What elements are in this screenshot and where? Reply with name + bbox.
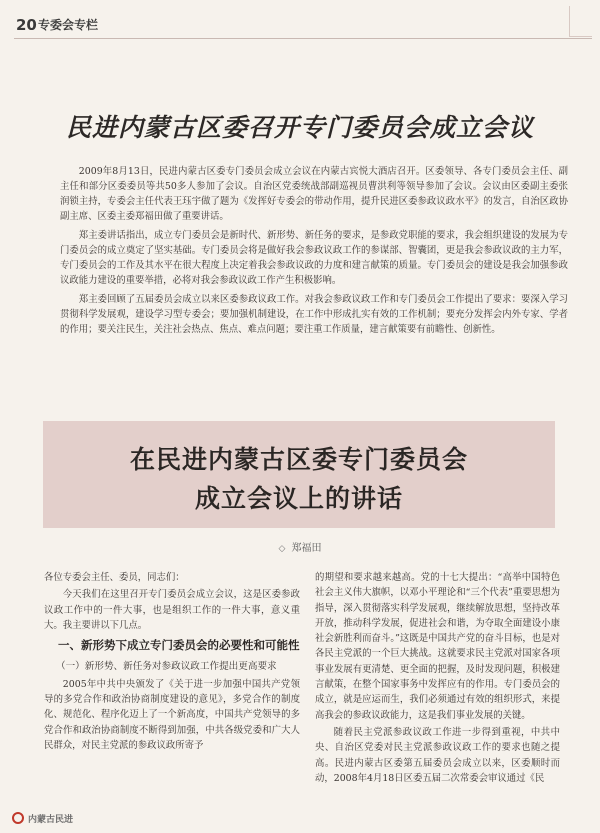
header-corner-mark: [569, 6, 592, 37]
speech-title-line-2: 成立会议上的讲话: [194, 484, 403, 513]
article-paragraph: 2009年8月13日，民进内蒙古区委专门委员会成立会议在内蒙古宾悦大酒店召开。区委领导、各专门委员会主任、副主任和部分区委委员等共50多人参加了会议。自治区党委统战部副巡视员曹洪利等领导参加了会议。会议由区委副主委张润锁主持，专委会主任代表王珏宇做了题为《发挥好专委会的带动作用，提升民进区委参政议政水平》的发言，自治区政协副主席、区委主委郑福田做了重要讲话。: [60, 166, 568, 222]
speech-paragraph: 2005年中共中央颁发了《关于进一步加强中国共产党领导的多党合作和政治协商制度建设的意见》，多党合作的制度化、规范化、程序化迈上了一个新高度，中国共产党领导的多党合作和政治协商制度不断得到加强，中共各级党委和广大人民群众，对民主党派的参政议政所寄予: [44, 678, 300, 751]
speech-column-right: [315, 570, 560, 788]
salutation: 各位专委会主任、委员，同志们：: [44, 572, 185, 583]
section-heading: 一、新形势下成立专门委员会的必要性和可能性: [58, 638, 300, 653]
byline-bullet-icon: ◇: [278, 544, 286, 554]
page-header: [8, 6, 592, 40]
article-paragraph: 郑主委回顾了五届委员会成立以来区委参政议政工作。对我会参政议政工作和专门委员会工作提出了要求：要深入学习贯彻科学发展观，建设学习型专委会；要加强机制建设，在工作中形成扎实有效的工作机制；要充分发挥会内外专家、学者的作用；要关注民生，关注社会热点、焦点、难点问题；要注重工作质量，建言献策要有前瞻性、创新性。: [60, 294, 568, 335]
column-name: 专委会专栏: [38, 18, 99, 32]
speech-paragraph: 随着民主党派参政议政工作进一步得到重视，中共中央、自治区党委对民主党派参政议政工作的要求也随之提高。民进内蒙古区委第五届委员会成立以来，区委顺时而动，2008年4月18日区委五届二次常委会审议通过《民: [315, 726, 560, 784]
publication-name: 内蒙古民进: [28, 815, 74, 825]
publication-logo-icon: [12, 812, 24, 824]
author-name: 郑福田: [291, 543, 322, 554]
speech-title-line-1: 在民进内蒙古区委专门委员会: [129, 445, 468, 474]
page-number: 20: [16, 16, 37, 34]
speech-column-left: [44, 570, 300, 755]
footer-logo: [12, 810, 92, 828]
speech-paragraph: 的期望和要求越来越高。党的十七大提出：“高举中国特色社会主义伟大旗帜，以邓小平理论和“三个代表”重要思想为指导，深入贯彻落实科学发展观，继续解放思想，坚持改革开放，推动科学发展，促进社会和谐，为夺取全面建设小康社会新胜利而奋斗。”这既是中国共产党的奋斗目标，也是对各民主党派的一个巨大挑战。这就要求民主党派对国家各项事业发展有更清楚、更全面的把握，及时发现问题，积极建言献策，在整个国家事务中发挥应有的作用。专门委员会的成立，就是应运而生，我们必须通过有效的组织形式，来提高我会的参政议政能力，这是我们事业发展的关键。: [315, 572, 560, 721]
speech-title-banner: [43, 421, 555, 528]
article-title: 民进内蒙古区委召开专门委员会成立会议: [65, 113, 534, 142]
article-body: [60, 164, 568, 341]
author-byline: [0, 539, 600, 554]
article-paragraph: 郑主委讲话指出，成立专门委员会是新时代、新形势、新任务的要求，是参政党职能的要求，我会组织建设的发展为专门委员会的成立奠定了坚实基础。专门委员会将是做好我会参政议政工作的参谋部、智囊团，更是我会参政议政的主力军，专门委员会的工作及其水平在很大程度上决定着我会参政议政的力度和建言献策的质量。专门委员会的建设是我会加强参政议政能力建设的重要举措，必将对我会参政议政工作产生积极影响。: [60, 230, 568, 286]
speech-paragraph: 今天我们在这里召开专门委员会成立会议，这是区委参政议政工作中的一件大事，也是组织工作的一件大事，意义重大。我主要讲以下几点。: [44, 589, 300, 631]
subsection-heading: （一）新形势、新任务对参政议政工作提出更高要求: [56, 661, 277, 673]
header-rule: [14, 38, 592, 39]
